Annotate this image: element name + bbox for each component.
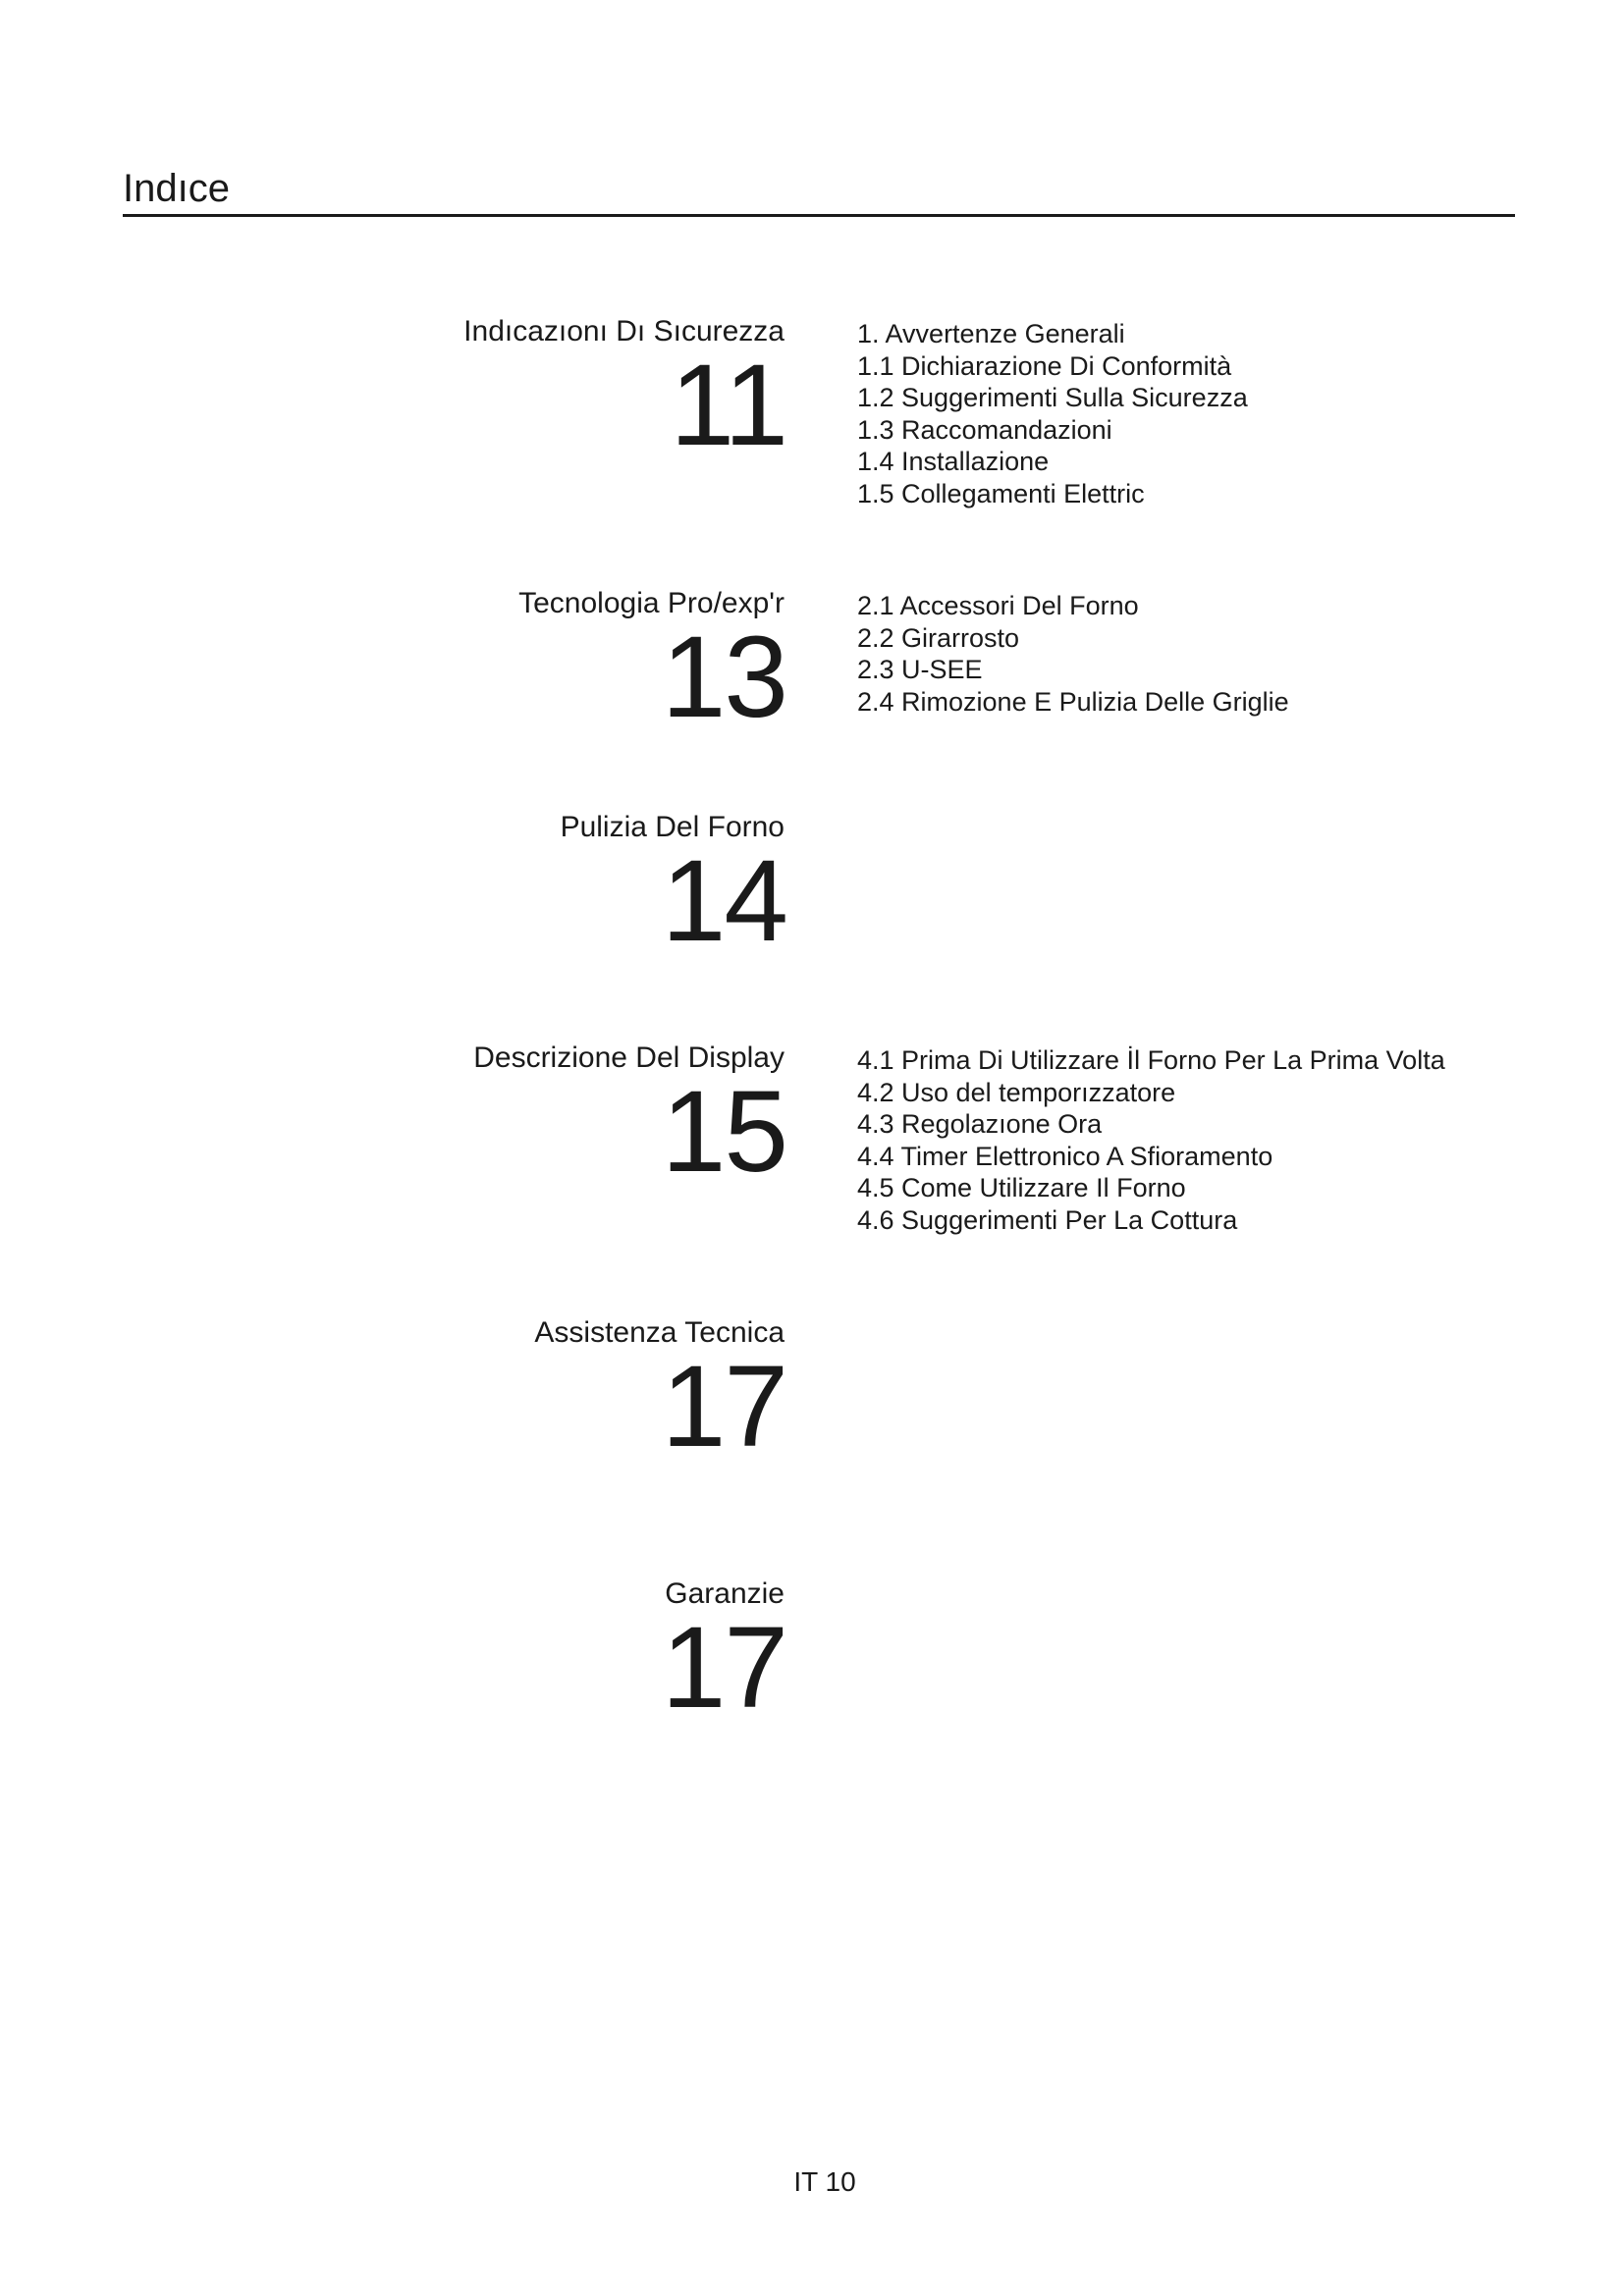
subsection-item: 2.2 Girarrosto	[857, 622, 1020, 653]
subsection-item: 2.4 Rimozione E Pulizia Delle Griglie	[857, 686, 1289, 717]
section-title: Assistenza Tecnica	[534, 1316, 785, 1349]
title-divider	[123, 214, 1515, 217]
section-title: Tecnologia Pro/exp'r	[518, 587, 785, 619]
subsection-list	[857, 1044, 1445, 1236]
subsection-item: 4.3 Regolazıone Ora	[857, 1109, 1103, 1139]
section-title: Indıcazıonı Dı Sıcurezza	[463, 315, 785, 347]
subsection-list	[857, 590, 1289, 718]
page-title: Indıce	[123, 167, 230, 210]
section-page-number: 14	[661, 836, 786, 966]
section-page-number: 17	[661, 1603, 786, 1733]
section-page-number: 15	[661, 1067, 786, 1197]
subsection-list	[857, 318, 1248, 509]
subsection-item: 2.1 Accessori Del Forno	[857, 591, 1139, 620]
subsection-item: 4.4 Timer Elettronico A Sfioramento	[857, 1141, 1273, 1171]
section-page-number: 17	[661, 1342, 786, 1471]
subsection-item: 1.1 Dichiarazione Di Conformità	[857, 350, 1232, 381]
page-number: IT 10	[793, 2166, 856, 2197]
section-title: Garanzie	[665, 1577, 785, 1610]
subsection-item: 1.3 Raccomandazioni	[857, 414, 1112, 445]
subsection-item: 2.3 U-SEE	[857, 655, 983, 684]
section-page-number: 13	[661, 613, 786, 742]
subsection-item: 4.2 Uso del temporızzatore	[857, 1077, 1176, 1107]
subsection-item: 1.2 Suggerimenti Sulla Sicurezza	[857, 383, 1248, 412]
section-title: Pulizia Del Forno	[560, 811, 785, 843]
section-page-number: 11	[670, 341, 786, 470]
section-title: Descrizione Del Display	[473, 1041, 785, 1074]
subsection-item: 1. Avvertenze Generali	[857, 319, 1125, 348]
subsection-item: 4.1 Prima Di Utilizzare İl Forno Per La Prima Volta	[857, 1045, 1445, 1075]
subsection-item: 1.4 Installazione	[857, 447, 1050, 476]
subsection-item: 1.5 Collegamenti Elettric	[857, 478, 1145, 508]
subsection-item: 4.5 Come Utilizzare Il Forno	[857, 1173, 1186, 1202]
subsection-item: 4.6 Suggerimenti Per La Cottura	[857, 1204, 1238, 1235]
